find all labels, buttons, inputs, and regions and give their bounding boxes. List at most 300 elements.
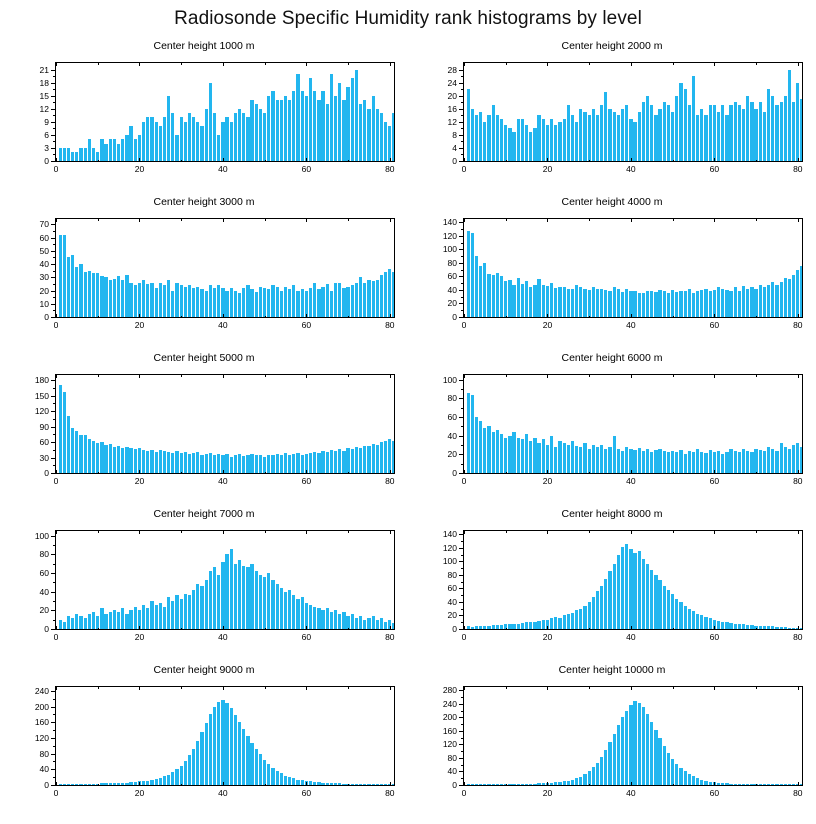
x-tick-label: 60: [709, 476, 720, 486]
y-tick-label: 21: [39, 64, 49, 75]
y-minor-tick: [461, 76, 464, 77]
x-tick-label: 0: [53, 476, 59, 486]
x-tick-label: 20: [542, 476, 553, 486]
x-tick-label: 60: [301, 632, 312, 642]
x-top-tick: [464, 374, 465, 378]
panel-title: Center height 9000 m: [153, 664, 255, 676]
x-minor-tick: [348, 472, 349, 475]
histogram-bar: [100, 442, 103, 473]
histogram-bar: [292, 595, 295, 629]
histogram-bar: [721, 622, 724, 629]
histogram-bar: [288, 455, 291, 473]
histogram-bar: [104, 614, 107, 629]
histogram-bar: [180, 117, 183, 161]
histogram-bar: [109, 280, 112, 317]
histogram-bar: [713, 290, 716, 317]
histogram-bar: [363, 283, 366, 317]
histogram-bar: [796, 270, 799, 317]
y-tick-label: 60: [447, 412, 457, 422]
x-top-tick: [631, 218, 632, 222]
y-tick-label: 60: [447, 271, 457, 282]
histogram-bar: [205, 454, 208, 473]
histogram-bar: [542, 620, 545, 629]
histogram-bar: [483, 122, 486, 161]
histogram-bar: [296, 599, 299, 629]
histogram-bar: [692, 293, 695, 317]
x-minor-tick: [756, 316, 757, 319]
y-tick-label: 12: [447, 116, 457, 127]
y-tick-label: 20: [447, 90, 457, 101]
histogram-bar: [496, 625, 499, 629]
x-tick-label: 20: [542, 632, 553, 642]
histogram-bar: [546, 445, 549, 473]
histogram-bar: [563, 287, 566, 317]
histogram-bar: [750, 625, 753, 629]
histogram-bar: [508, 624, 511, 629]
histogram-bar: [342, 100, 345, 161]
x-tick: [547, 314, 548, 318]
histogram-bar: [771, 449, 774, 473]
histogram-bar: [554, 782, 557, 785]
y-tick-label: 60: [39, 568, 49, 578]
histogram-bar: [617, 449, 620, 473]
histogram-bar: [313, 91, 316, 161]
y-tick-label: 20: [39, 605, 49, 616]
x-tick-label: 60: [709, 164, 720, 174]
x-top-tick: [464, 686, 465, 690]
histogram-bar: [721, 454, 724, 473]
histogram-bar: [351, 78, 354, 161]
histogram-bar: [479, 421, 482, 473]
histogram-bar: [296, 74, 299, 161]
x-tick-label: 40: [626, 320, 636, 330]
histogram-bar: [771, 282, 774, 317]
x-top-tick: [714, 686, 715, 690]
x-tick-label: 60: [709, 320, 720, 330]
histogram-bar: [230, 457, 233, 474]
histogram-bar: [63, 622, 66, 629]
histogram-bar: [650, 570, 653, 629]
y-tick-label: 0: [452, 156, 457, 166]
histogram-bar: [84, 618, 87, 629]
y-tick: [51, 473, 55, 474]
histogram-bar: [667, 590, 670, 629]
x-tick: [390, 314, 391, 318]
x-tick-label: 60: [301, 476, 312, 486]
y-tick: [459, 96, 463, 97]
x-top-tick: [306, 62, 307, 66]
histogram-bar: [688, 609, 691, 629]
y-tick: [459, 436, 463, 437]
histogram-bar: [346, 87, 349, 161]
x-tick: [56, 314, 57, 318]
x-top-tick: [265, 218, 266, 221]
histogram-bar: [600, 289, 603, 317]
histogram-bar: [242, 729, 245, 785]
histogram-bar: [658, 290, 661, 317]
histogram-bar: [525, 784, 528, 785]
histogram-bar: [554, 447, 557, 473]
histogram-bar: [367, 618, 370, 629]
histogram-bar: [475, 115, 478, 161]
histogram-bar: [775, 105, 778, 161]
y-tick: [459, 222, 463, 223]
histogram-bar: [221, 122, 224, 161]
histogram-bar: [517, 784, 520, 785]
histogram-bar: [800, 99, 803, 161]
histogram-bar: [487, 274, 490, 317]
y-tick-label: 200: [34, 701, 49, 712]
histogram-bar: [579, 777, 582, 785]
histogram-bar: [321, 451, 324, 473]
histogram-bar: [567, 445, 570, 473]
y-tick-label: 30: [39, 452, 49, 463]
histogram-bar: [608, 447, 611, 473]
x-tick: [464, 470, 465, 474]
histogram-bar: [380, 784, 383, 785]
histogram-bar: [775, 627, 778, 629]
y-tick-label: 240: [442, 698, 457, 709]
x-top-tick: [589, 218, 590, 221]
histogram-bar: [342, 288, 345, 317]
x-top-tick: [98, 686, 99, 689]
x-top-tick: [306, 218, 307, 222]
histogram-bar: [392, 623, 395, 629]
x-tick-label: 80: [793, 320, 803, 330]
histogram-bar: [284, 592, 287, 629]
histogram-bar: [487, 426, 490, 473]
histogram-bar: [709, 291, 712, 317]
x-top-tick: [589, 62, 590, 65]
y-tick: [51, 238, 55, 239]
x-top-tick: [181, 530, 182, 533]
histogram-bar: [317, 782, 320, 785]
histogram-bar: [542, 439, 545, 473]
histogram-bar: [100, 608, 103, 629]
histogram-bar: [305, 96, 308, 161]
y-minor-tick: [53, 154, 56, 155]
y-minor-tick: [53, 89, 56, 90]
y-tick: [459, 690, 463, 691]
histogram-bar: [167, 452, 170, 473]
histogram-bar: [351, 285, 354, 317]
histogram-bar: [338, 449, 341, 473]
histogram-bar: [367, 109, 370, 161]
x-tick: [139, 626, 140, 630]
histogram-bar: [238, 293, 241, 317]
histogram-bar: [313, 452, 316, 473]
histogram-bar: [380, 618, 383, 629]
histogram-bar: [508, 784, 511, 785]
x-minor-tick: [589, 784, 590, 787]
y-tick: [51, 122, 55, 123]
x-tick-label: 20: [542, 320, 553, 330]
x-tick: [464, 158, 465, 162]
histogram-bar: [280, 588, 283, 629]
histogram-bar: [271, 768, 274, 785]
histogram-bar: [646, 449, 649, 473]
y-tick: [459, 704, 463, 705]
x-tick: [223, 782, 224, 786]
histogram-bar: [709, 105, 712, 161]
histogram-bar: [692, 776, 695, 785]
histogram-bar: [646, 96, 649, 161]
histogram-bar: [109, 612, 112, 629]
x-top-tick: [798, 686, 799, 690]
histogram-bar: [59, 784, 62, 785]
histogram-bar: [525, 125, 528, 161]
histogram-bar: [713, 105, 716, 161]
x-minor-tick: [98, 160, 99, 163]
x-minor-tick: [673, 160, 674, 163]
x-tick: [390, 782, 391, 786]
histogram-bar: [175, 283, 178, 317]
histogram-bar: [351, 614, 354, 629]
histogram-bar: [67, 416, 70, 473]
y-tick: [51, 224, 55, 225]
y-tick: [459, 122, 463, 123]
x-top-tick: [631, 374, 632, 378]
histogram-bar: [142, 280, 145, 317]
histogram-bar: [621, 717, 624, 785]
y-tick: [51, 427, 55, 428]
y-tick: [51, 264, 55, 265]
histogram-bar: [717, 112, 720, 161]
histogram-bar: [750, 102, 753, 161]
histogram-bar: [155, 605, 158, 629]
histogram-bar: [742, 624, 745, 629]
chart-panel: [0, 196, 408, 352]
y-tick: [51, 109, 55, 110]
histogram-bar: [292, 91, 295, 161]
x-tick: [139, 158, 140, 162]
histogram-bar: [288, 100, 291, 161]
histogram-bar: [788, 449, 791, 473]
x-minor-tick: [265, 784, 266, 787]
histogram-bar: [654, 292, 657, 317]
histogram-bar: [575, 610, 578, 629]
histogram-bar: [654, 115, 657, 161]
y-tick: [51, 442, 55, 443]
histogram-bar: [742, 449, 745, 473]
histogram-bar: [642, 559, 645, 629]
histogram-bar: [729, 291, 732, 317]
plot-area: [0, 680, 408, 820]
y-tick: [51, 610, 55, 611]
histogram-bar: [359, 784, 362, 785]
histogram-bar: [638, 448, 641, 473]
histogram-bar: [763, 287, 766, 317]
x-top-tick: [673, 218, 674, 221]
y-minor-tick: [53, 102, 56, 103]
histogram-bar: [704, 781, 707, 785]
histogram-bar: [250, 100, 253, 161]
x-top-tick: [139, 62, 140, 66]
histogram-bar: [646, 291, 649, 317]
histogram-bar: [117, 612, 120, 629]
y-tick-label: 12: [39, 103, 49, 114]
histogram-bar: [621, 451, 624, 473]
histogram-bar: [188, 113, 191, 161]
x-top-tick: [348, 62, 349, 65]
histogram-bar: [267, 455, 270, 473]
x-tick-label: 40: [218, 476, 228, 486]
histogram-bar: [255, 104, 258, 161]
histogram-bar: [96, 273, 99, 317]
x-minor-tick: [181, 160, 182, 163]
histogram-bar: [117, 446, 120, 473]
x-tick: [631, 314, 632, 318]
histogram-bar: [242, 456, 245, 473]
histogram-bar: [217, 575, 220, 629]
histogram-bar: [255, 749, 258, 785]
histogram-bar: [517, 438, 520, 473]
histogram-bar: [763, 451, 766, 473]
y-minor-tick: [53, 620, 56, 621]
histogram-bar: [750, 287, 753, 317]
y-tick: [51, 769, 55, 770]
plot-frame: [463, 62, 803, 162]
x-tick-label: 20: [134, 788, 145, 798]
histogram-bar: [104, 445, 107, 473]
histogram-bar: [592, 287, 595, 317]
histogram-bar: [317, 608, 320, 629]
plot-area: [0, 368, 408, 508]
histogram-bar: [734, 451, 737, 473]
x-tick: [631, 626, 632, 630]
histogram-bar: [125, 275, 128, 317]
histogram-bar: [242, 113, 245, 161]
histogram-bar: [346, 448, 349, 473]
x-tick: [798, 158, 799, 162]
histogram-bar: [671, 594, 674, 629]
histogram-bar: [759, 285, 762, 317]
histogram-bar: [372, 96, 375, 161]
histogram-bar: [479, 626, 482, 629]
histogram-bar: [500, 276, 503, 317]
y-tick-label: 30: [39, 272, 49, 283]
x-top-tick: [756, 62, 757, 65]
y-minor-tick: [461, 102, 464, 103]
histogram-bar: [500, 119, 503, 161]
histogram-bar: [663, 746, 666, 785]
histogram-bar: [613, 436, 616, 473]
histogram-bar: [372, 444, 375, 473]
y-minor-tick: [53, 777, 56, 778]
x-minor-tick: [265, 160, 266, 163]
histogram-bar: [604, 750, 607, 785]
y-tick: [51, 161, 55, 162]
histogram-bar: [467, 393, 470, 473]
histogram-bar: [342, 451, 345, 473]
histogram-bar: [529, 132, 532, 161]
histogram-bar: [267, 573, 270, 629]
histogram-bar: [692, 76, 695, 161]
histogram-bar: [359, 616, 362, 629]
histogram-bar: [321, 287, 324, 317]
histogram-bar: [225, 291, 228, 317]
histogram-bar: [567, 614, 570, 629]
x-tick-label: 20: [134, 632, 145, 642]
histogram-bar: [717, 783, 720, 785]
y-minor-tick: [53, 601, 56, 602]
histogram-bar: [667, 753, 670, 785]
x-tick-label: 80: [793, 788, 803, 798]
histogram-bar: [750, 784, 753, 785]
histogram-bar: [113, 279, 116, 317]
histogram-bar: [780, 627, 783, 629]
y-tick: [51, 96, 55, 97]
x-minor-tick: [756, 472, 757, 475]
histogram-bar: [330, 612, 333, 629]
histogram-bar: [467, 89, 470, 161]
histogram-bar: [338, 614, 341, 629]
histogram-bar: [550, 618, 553, 629]
histogram-bar: [696, 614, 699, 629]
histogram-bar: [75, 152, 78, 161]
histogram-bar: [759, 784, 762, 785]
histogram-bar: [221, 700, 224, 785]
y-tick: [51, 411, 55, 412]
x-top-tick: [506, 374, 507, 377]
histogram-bar: [313, 782, 316, 785]
y-tick-label: 0: [452, 312, 457, 322]
histogram-bar: [167, 775, 170, 785]
histogram-bar: [334, 96, 337, 161]
histogram-bar: [75, 267, 78, 317]
histogram-bar: [575, 446, 578, 473]
histogram-bar: [788, 70, 791, 161]
bar-series: [56, 63, 394, 161]
histogram-bar: [188, 595, 191, 629]
histogram-bar: [129, 610, 132, 629]
bar-series: [56, 531, 394, 629]
x-tick: [464, 314, 465, 318]
histogram-bar: [746, 96, 749, 161]
histogram-bar: [746, 451, 749, 473]
histogram-bar: [230, 288, 233, 317]
x-tick-label: 80: [385, 476, 395, 486]
plot-area: [408, 212, 816, 352]
bar-series: [464, 531, 802, 629]
x-tick: [306, 314, 307, 318]
histogram-bar: [688, 289, 691, 317]
histogram-bar: [309, 605, 312, 629]
histogram-bar: [583, 606, 586, 629]
histogram-bar: [696, 115, 699, 161]
x-tick-label: 80: [793, 164, 803, 174]
y-tick-label: 100: [442, 244, 457, 255]
histogram-bar: [638, 551, 641, 629]
histogram-bar: [642, 293, 645, 317]
histogram-bar: [71, 255, 74, 317]
plot-area: [0, 212, 408, 352]
histogram-bar: [688, 105, 691, 161]
x-top-tick: [223, 62, 224, 66]
histogram-bar: [633, 450, 636, 473]
histogram-bar: [604, 449, 607, 473]
histogram-bar: [638, 703, 641, 785]
y-tick-label: 50: [39, 245, 49, 256]
histogram-bar: [267, 289, 270, 317]
y-tick-label: 180: [34, 375, 49, 386]
x-top-tick: [56, 374, 57, 378]
histogram-bar: [301, 455, 304, 473]
histogram-bar: [483, 428, 486, 473]
y-tick-label: 40: [447, 430, 457, 441]
x-tick: [798, 782, 799, 786]
histogram-bar: [75, 614, 78, 629]
